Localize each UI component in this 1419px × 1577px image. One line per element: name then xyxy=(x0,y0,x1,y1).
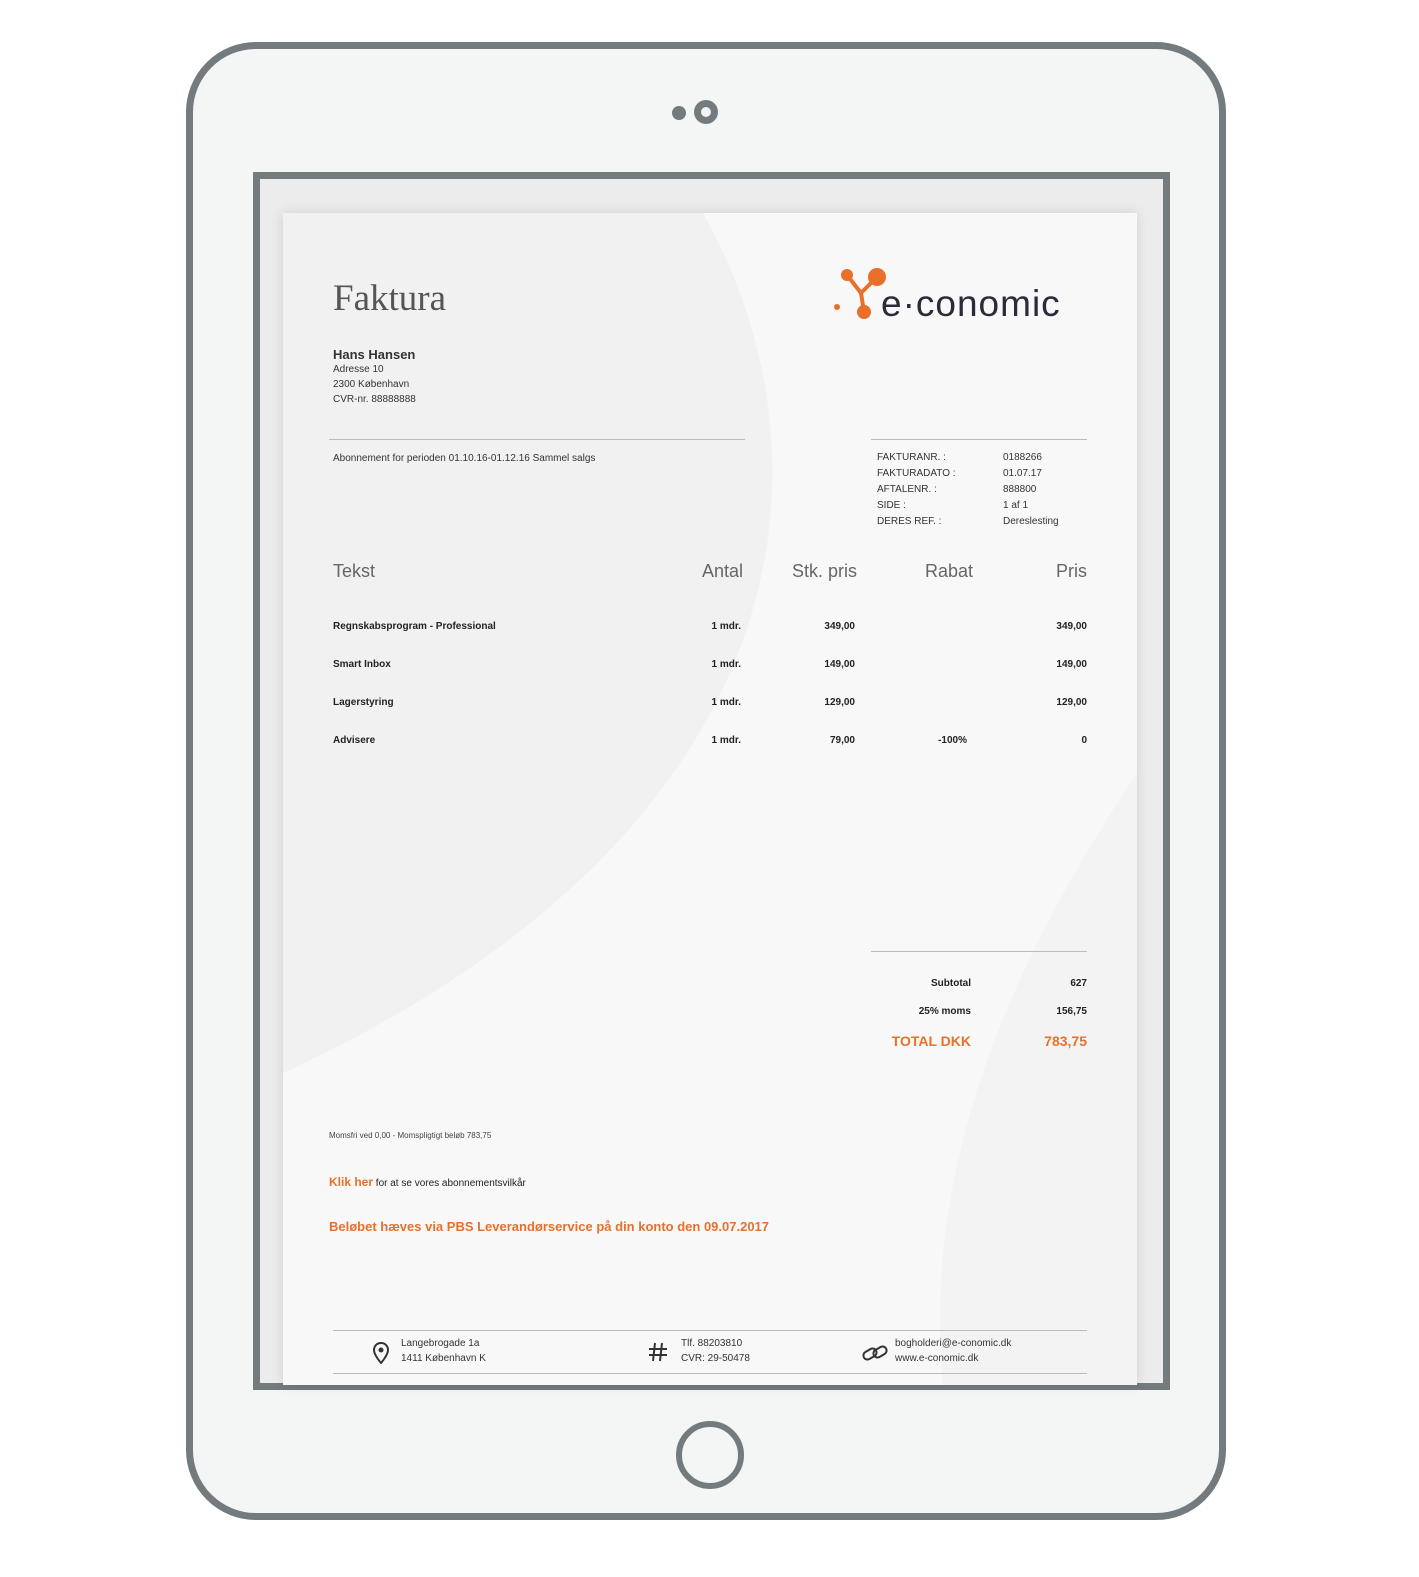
meta-value: Dereslesting xyxy=(1003,516,1059,527)
total-label: TOTAL DKK xyxy=(891,1033,971,1049)
column-header-discount: Rabat xyxy=(924,561,973,581)
divider-right xyxy=(871,439,1087,440)
vat-label: 25% moms xyxy=(918,1006,971,1017)
footer-divider-top xyxy=(333,1330,1087,1331)
row-text: Regnskabsprogram - Professional xyxy=(333,621,496,632)
subtotal-value: 627 xyxy=(1070,978,1087,989)
row-price: 0 xyxy=(1081,735,1087,746)
row-unit-price: 129,00 xyxy=(824,697,855,708)
home-button[interactable] xyxy=(676,1421,744,1489)
row-unit-price: 149,00 xyxy=(824,659,855,670)
row-qty: 1 mdr. xyxy=(711,659,741,670)
row-price: 149,00 xyxy=(1056,659,1087,670)
logo-text: e·conomic xyxy=(881,283,1061,324)
footer-phone-line1: Tlf. 88203810 xyxy=(681,1338,743,1349)
hash-icon xyxy=(647,1341,669,1363)
row-qty: 1 mdr. xyxy=(711,621,741,632)
customer-name: Hans Hansen xyxy=(333,347,416,362)
footer-website[interactable]: www.e-conomic.dk xyxy=(895,1353,979,1364)
meta-label: AFTALENR. : xyxy=(877,484,937,495)
divider-left xyxy=(329,439,745,440)
location-pin-icon xyxy=(373,1342,389,1364)
invoice-page xyxy=(283,213,1137,1385)
meta-label: FAKTURANR. : xyxy=(877,452,946,463)
meta-label: DERES REF. : xyxy=(877,516,942,527)
payment-text: Beløbet hæves via PBS Leverandørservice på din konto den 09.07.2017 xyxy=(329,1219,770,1234)
meta-value: 0188266 xyxy=(1003,452,1042,463)
footer-phone-line2: CVR: 29-50478 xyxy=(681,1353,750,1364)
row-qty: 1 mdr. xyxy=(711,735,741,746)
background-swoosh xyxy=(283,213,1137,1385)
footer-address-line2: 1411 København K xyxy=(401,1353,486,1364)
vat-value: 156,75 xyxy=(1056,1006,1087,1017)
customer-cvr: CVR-nr. 88888888 xyxy=(333,394,416,405)
footer-divider-bottom xyxy=(333,1373,1087,1374)
meta-value: 888800 xyxy=(1003,484,1037,495)
vat-note: Momsfri ved 0,00 - Momspligtigt beløb 783,75 xyxy=(329,1131,492,1140)
column-header-price: Pris xyxy=(1056,561,1087,581)
meta-label: SIDE : xyxy=(877,500,906,511)
total-value: 783,75 xyxy=(1044,1033,1087,1049)
meta-value: 1 af 1 xyxy=(1003,500,1029,511)
column-header-qty: Antal xyxy=(701,561,743,581)
footer-address-line1: Langebrogade 1a xyxy=(401,1338,480,1349)
row-price: 129,00 xyxy=(1056,697,1087,708)
camera-icon xyxy=(672,99,720,125)
row-unit-price: 349,00 xyxy=(824,621,855,632)
column-header-text: Tekst xyxy=(333,561,376,581)
customer-city: 2300 København xyxy=(333,379,410,390)
meta-label: FAKTURADATO : xyxy=(877,468,956,479)
click-here-text: for at se vores abonnementsvilkår xyxy=(375,1178,526,1189)
footer-email[interactable]: bogholderi@e-conomic.dk xyxy=(895,1338,1012,1349)
page-title: Faktura xyxy=(333,278,447,319)
row-unit-price: 79,00 xyxy=(829,735,855,746)
click-here-link[interactable]: Klik her xyxy=(329,1175,374,1189)
totals-divider xyxy=(871,951,1087,952)
meta-value: 01.07.17 xyxy=(1003,468,1042,479)
row-text: Advisere xyxy=(333,735,376,746)
row-text: Smart Inbox xyxy=(333,659,391,670)
subscription-text: Abonnement for perioden 01.10.16-01.12.16 Sammel salgs xyxy=(333,453,596,464)
row-text: Lagerstyring xyxy=(333,697,394,708)
row-price: 349,00 xyxy=(1056,621,1087,632)
column-header-unit-price: Stk. pris xyxy=(791,561,857,581)
row-discount: -100% xyxy=(938,735,967,746)
row-qty: 1 mdr. xyxy=(711,697,741,708)
link-icon xyxy=(861,1343,889,1363)
subtotal-label: Subtotal xyxy=(931,978,971,989)
customer-street: Adresse 10 xyxy=(333,364,384,375)
